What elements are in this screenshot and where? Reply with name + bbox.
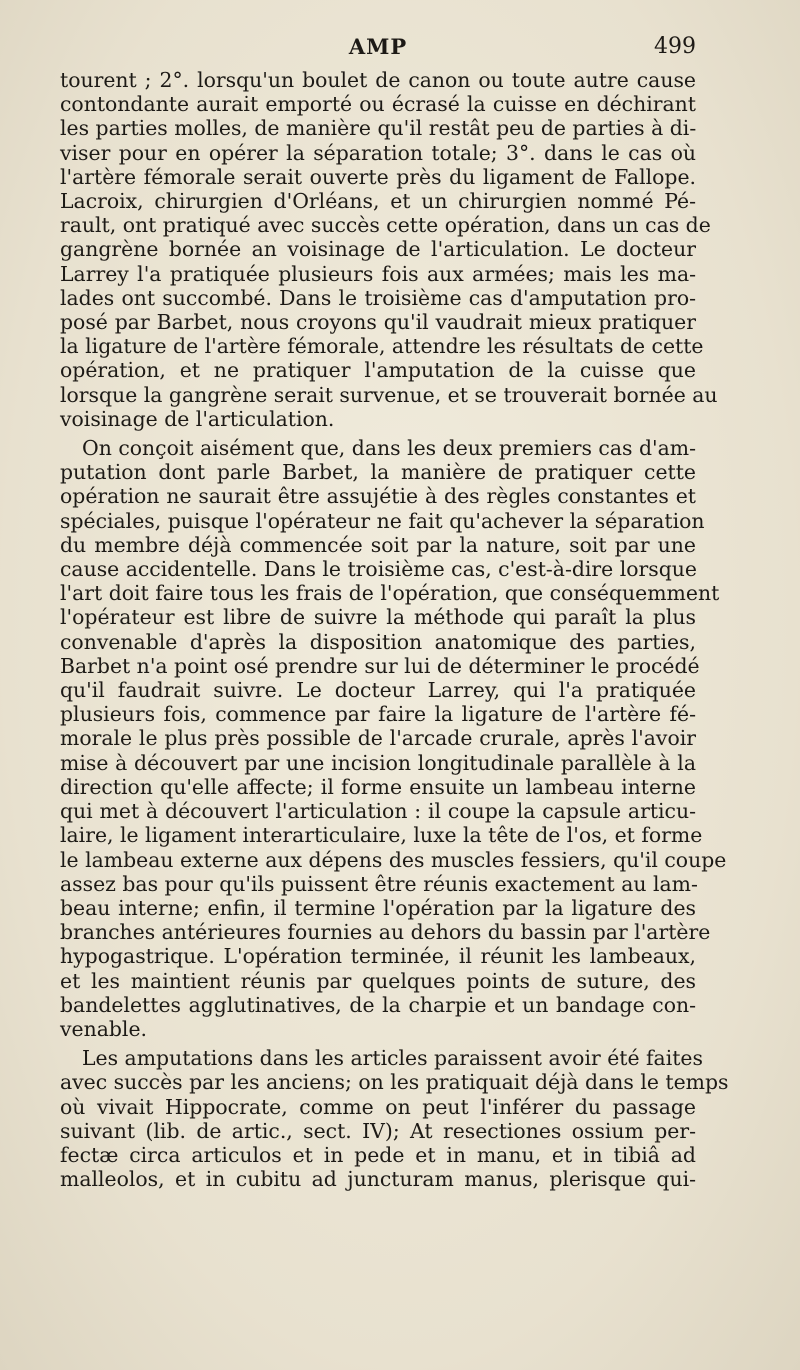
text-line: Barbet n'a point osé prendre sur lui de déterminer le procédé: [60, 653, 700, 678]
paragraph: [60, 68, 718, 431]
text-line: avec succès par les anciens; on les pratiquait déjà dans le temps: [60, 1070, 729, 1095]
text-line: Lacroix, chirurgien d'Orléans, et un chirurgien nommé Pé-: [60, 189, 696, 214]
text-line: bandelettes agglutinatives, de la charpie et un bandage con-: [60, 992, 696, 1017]
text-line: mise à découvert par une incision longitudinale parallèle à la: [60, 750, 696, 775]
text-line: l'opérateur est libre de suivre la méthode qui paraît la plus: [60, 605, 696, 630]
text-line: et les maintient réunis par quelques points de suture, des: [60, 968, 696, 993]
text-line: morale le plus près possible de l'arcade crurale, après l'avoir: [60, 726, 696, 751]
text-line: Larrey l'a pratiquée plusieurs fois aux armées; mais les ma-: [60, 261, 696, 286]
text-line: du membre déjà commencée soit par la nature, soit par une: [60, 532, 696, 557]
body-text: [60, 68, 729, 1192]
text-line: fectæ circa articulos et in pede et in manu, et in tibiâ ad: [60, 1142, 696, 1167]
text-line: opération ne saurait être assujétie à des règles constantes et: [60, 484, 696, 509]
text-line: tourent ; 2°. lorsqu'un boulet de canon ou toute autre cause: [60, 68, 696, 92]
text-line: le lambeau externe aux dépens des muscles fessiers, qu'il coupe: [60, 847, 727, 872]
text-line: plusieurs fois, commence par faire la ligature de l'artère fé-: [60, 702, 696, 727]
text-line: l'artère fémorale serait ouverte près du ligament de Fallope.: [60, 164, 696, 189]
text-line: Les amputations dans les articles paraissent avoir été faites: [82, 1046, 703, 1071]
text-line: la ligature de l'artère fémorale, attendre les résultats de cette: [60, 334, 704, 359]
text-line: hypogastrique. L'opération terminée, il réunit les lambeaux,: [60, 944, 696, 969]
text-line: putation dont parle Barbet, la manière de pratiquer cette: [60, 460, 696, 485]
text-line: opération, et ne pratiquer l'amputation de la cuisse que: [60, 358, 696, 383]
text-line: assez bas pour qu'ils puissent être réunis exactement au lam-: [60, 871, 698, 896]
page-header: [60, 30, 696, 64]
text-line: rault, ont pratiqué avec succès cette opération, dans un cas de: [60, 213, 711, 238]
text-line: direction qu'elle affecte; il forme ensuite un lambeau interne: [60, 774, 696, 799]
text-line: beau interne; enfin, il termine l'opération par la ligature des: [60, 895, 696, 920]
text-line: les parties molles, de manière qu'il restât peu de parties à di-: [60, 116, 697, 141]
text-line: viser pour en opérer la séparation totale; 3°. dans le cas où: [60, 140, 696, 165]
text-line: où vivait Hippocrate, comme on peut l'inférer du passage: [60, 1094, 696, 1119]
text-line: convenable d'après la disposition anatomique des parties,: [60, 629, 696, 654]
page-number: 499: [654, 34, 696, 59]
text-line: lades ont succombé. Dans le troisième cas d'amputation pro-: [60, 285, 696, 310]
text-line: On conçoit aisément que, dans les deux premiers cas d'am-: [82, 436, 696, 461]
text-line: voisinage de l'articulation.: [60, 406, 335, 431]
text-line: spéciales, puisque l'opérateur ne fait qu'achever la séparation: [60, 508, 705, 533]
text-line: cause accidentelle. Dans le troisième cas, c'est-à-dire lorsque: [60, 557, 697, 582]
text-line: branches antérieures fournies au dehors du bassin par l'artère: [60, 920, 711, 945]
text-line: suivant (lib. de artic., sect. IV); At resectiones ossium per-: [60, 1118, 696, 1143]
text-line: qu'il faudrait suivre. Le docteur Larrey, qui l'a pratiquée: [60, 678, 696, 703]
text-line: gangrène bornée an voisinage de l'articulation. Le docteur: [60, 237, 696, 262]
text-line: lorsque la gangrène serait survenue, et se trouverait bornée au: [60, 382, 718, 407]
text-line: l'art doit faire tous les frais de l'opération, que conséquemment: [60, 581, 720, 606]
text-line: laire, le ligament interarticulaire, luxe la tête de l'os, et forme: [60, 823, 703, 848]
text-line: contondante aurait emporté ou écrasé la cuisse en déchirant: [60, 92, 696, 117]
text-line: qui met à découvert l'articulation : il coupe la capsule articu-: [60, 799, 696, 824]
text-line: posé par Barbet, nous croyons qu'il vaudrait mieux pratiquer: [60, 310, 696, 335]
text-line: venable.: [60, 1016, 147, 1041]
text-line: malleolos, et in cubitu ad juncturam manus, plerisque qui-: [60, 1167, 696, 1192]
paragraph: [60, 436, 727, 1041]
paragraph: [60, 1046, 729, 1192]
running-head: AMP: [348, 34, 408, 59]
